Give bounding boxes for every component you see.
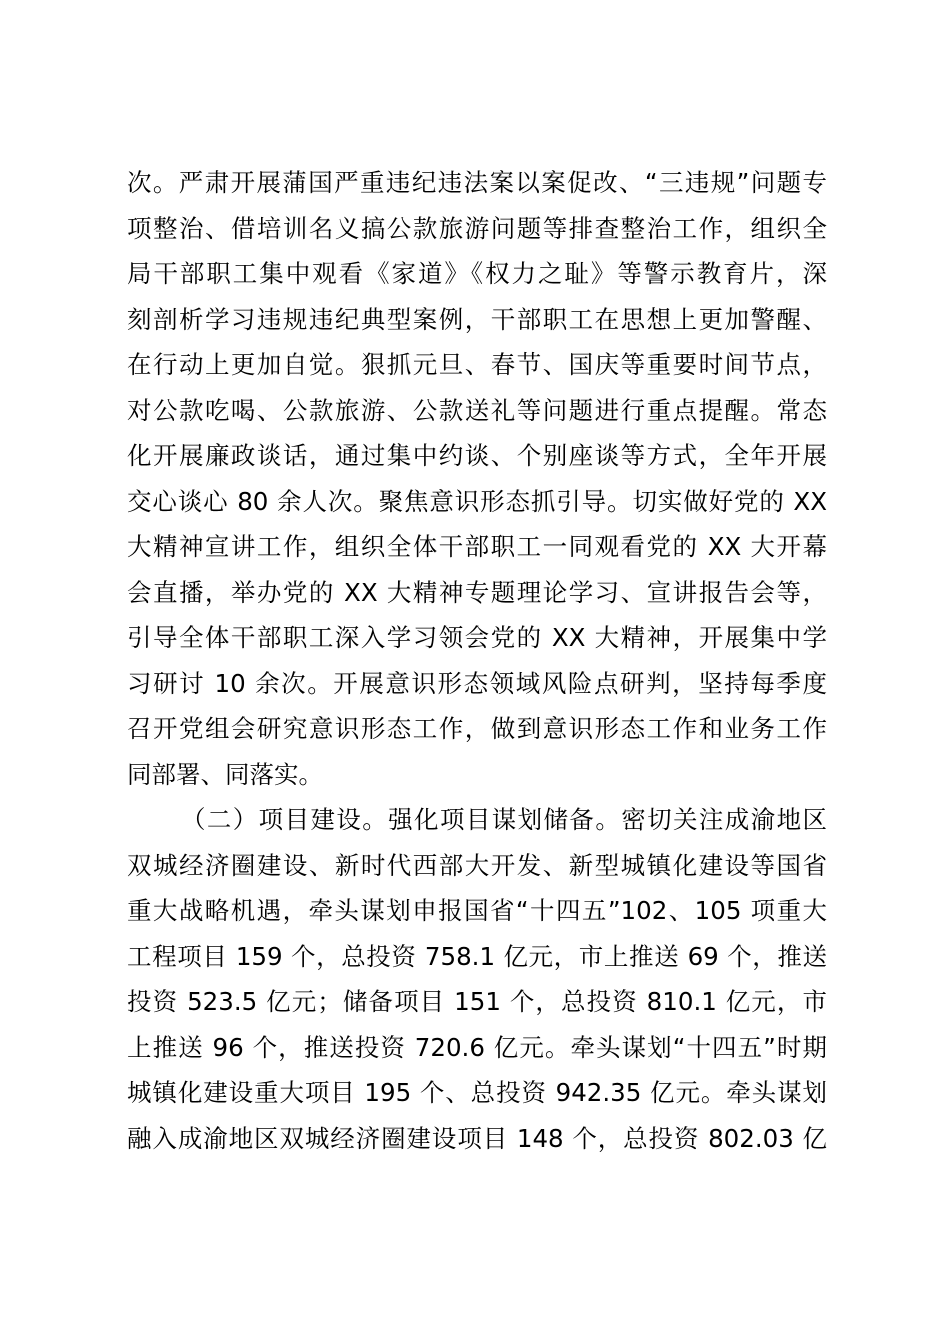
text-line: 同部署、同落实。 — [127, 759, 323, 789]
text-line: 重大战略机遇，牵头谋划申报国省“十四五”102、105 项重大 — [127, 896, 827, 925]
text-line: 引导全体干部职工深入学习领会党的 XX 大精神，开展集中学 — [127, 623, 827, 652]
text-line: 交心谈心 80 余人次。聚焦意识形态抓引导。切实做好党的 XX — [127, 486, 827, 516]
text-line: 化开展廉政谈话，通过集中约谈、个别座谈等方式，全年开展 — [127, 441, 827, 470]
text-line: 召开党组会研究意识形态工作，做到意识形态工作和业务工作 — [127, 714, 827, 743]
paragraph-2 — [127, 797, 827, 1161]
section-heading-line: （二）项目建设。强化项目谋划储备。密切关注成渝地区 — [181, 805, 827, 834]
text-line: 投资 523.5 亿元；储备项目 151 个，总投资 810.1 亿元，市 — [127, 987, 827, 1016]
text-line: 对公款吃喝、公款旅游、公款送礼等问题进行重点提醒。常态 — [127, 395, 827, 425]
text-line: 融入成渝地区双城经济圈建设项目 148 个，总投资 802.03 亿 — [127, 1123, 827, 1153]
text-line: 双城经济圈建设、新时代西部大开发、新型城镇化建设等国省 — [127, 850, 827, 880]
text-line: 会直播，举办党的 XX 大精神专题理论学习、宣讲报告会等， — [127, 577, 827, 607]
text-line: 上推送 96 个，推送投资 720.6 亿元。牵头谋划“十四五”时期 — [127, 1032, 827, 1062]
text-line: 城镇化建设重大项目 195 个、总投资 942.35 亿元。牵头谋划 — [127, 1078, 827, 1107]
text-line: 在行动上更加自觉。狠抓元旦、春节、国庆等重要时间节点， — [127, 350, 827, 379]
text-line: 项整治、借培训名义搞公款旅游问题等排查整治工作，组织全 — [127, 213, 827, 243]
text-line: 习研讨 10 余次。开展意识形态领域风险点研判，坚持每季度 — [127, 668, 827, 698]
text-line: 局干部职工集中观看《家道》《权力之耻》等警示教育片，深 — [127, 259, 827, 288]
text-line: 次。严肃开展蒲国严重违纪违法案以案促改、“三违规”问题专 — [127, 168, 827, 197]
text-line: 刻剖析学习违规违纪典型案例，干部职工在思想上更加警醒、 — [127, 304, 827, 334]
text-line: 大精神宣讲工作，组织全体干部职工一同观看党的 XX 大开幕 — [127, 532, 827, 561]
document-body — [127, 160, 827, 1161]
paragraph-1 — [127, 160, 827, 797]
text-line: 工程项目 159 个，总投资 758.1 亿元，市上推送 69 个，推送 — [127, 941, 827, 971]
